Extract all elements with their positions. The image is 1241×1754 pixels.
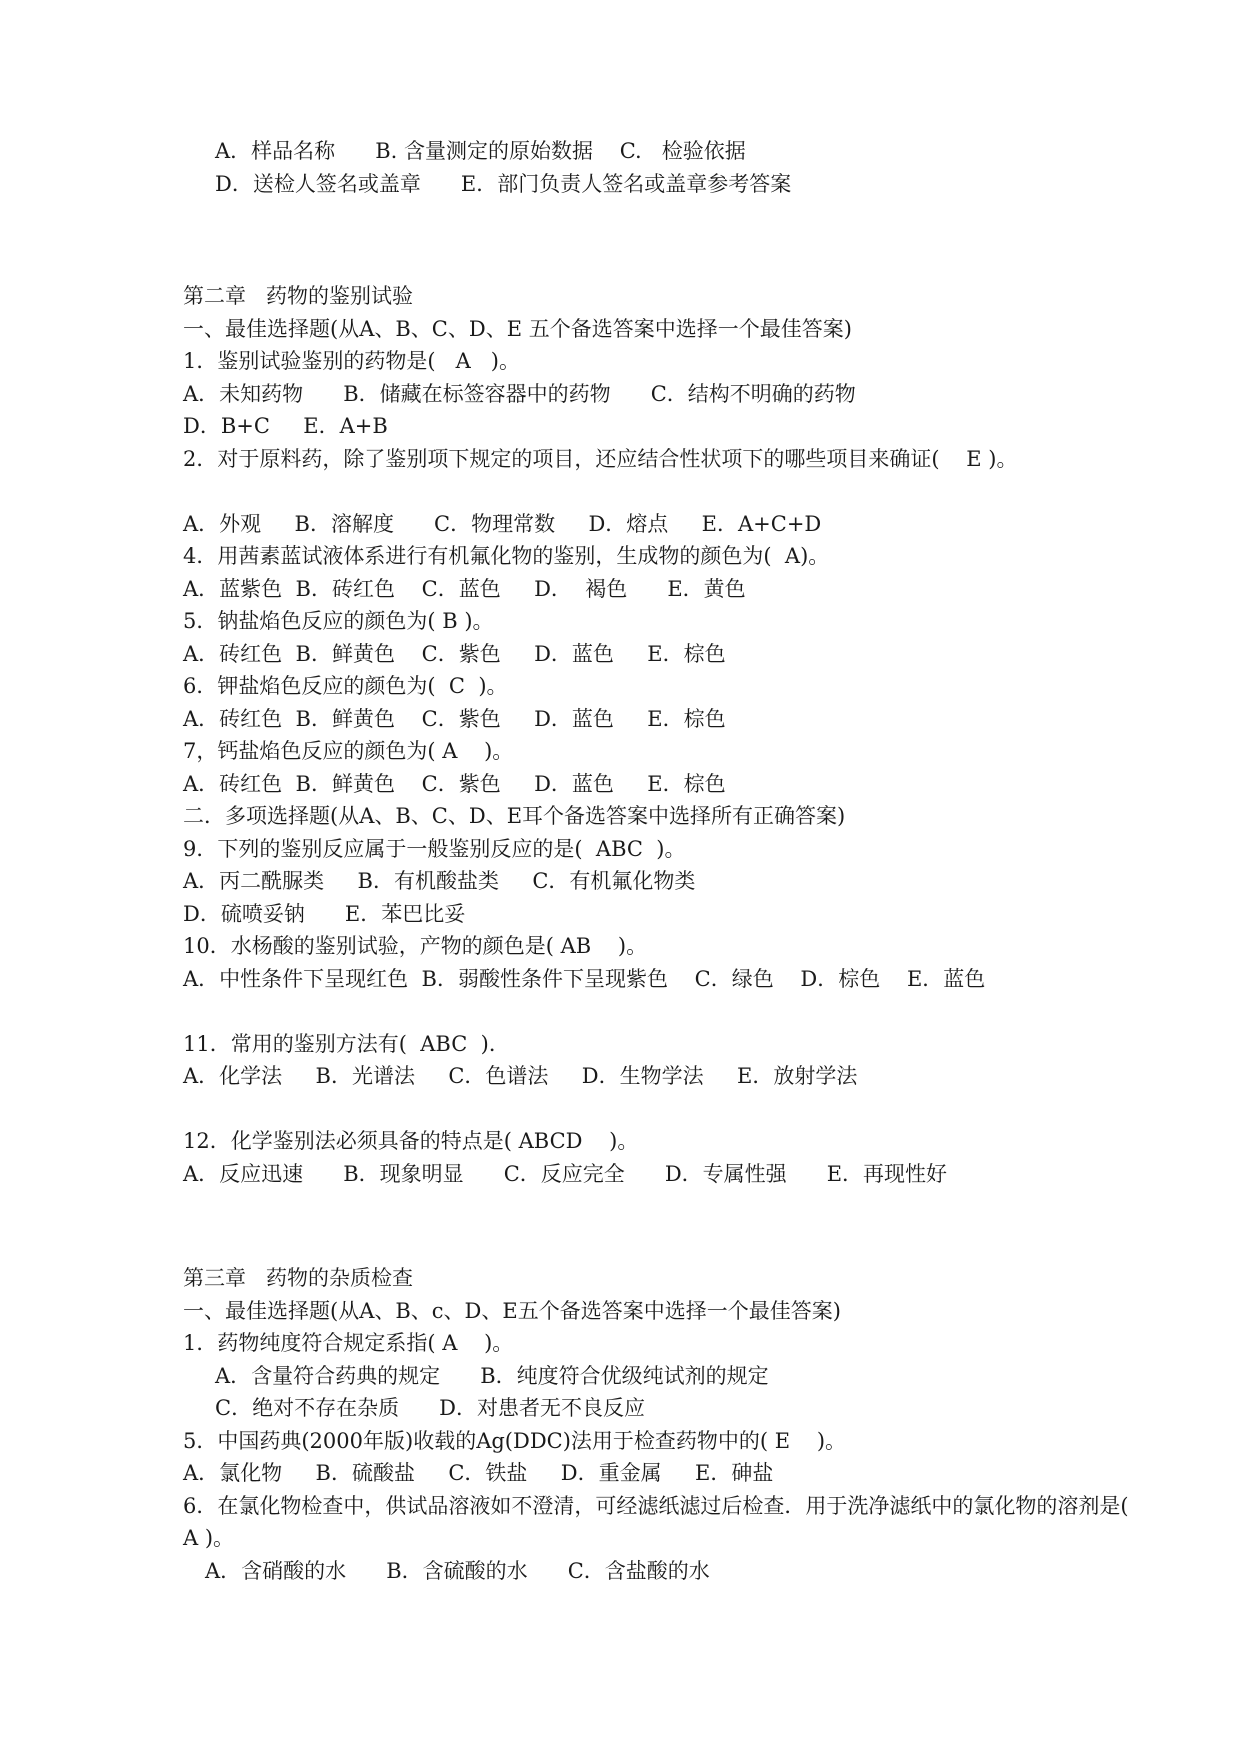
chapter2-block: [183, 280, 1131, 1190]
answer-options: A．砖红色 B．鲜黄色 C．紫色 D．蓝色 E．棕色: [183, 706, 726, 731]
question: 4．用茜素蓝试液体系进行有机氟化物的鉴别，生成物的颜色为( A)。: [183, 544, 830, 568]
spacer: [183, 1093, 1131, 1126]
chapter-title: 第三章 药物的杂质检查: [183, 1266, 414, 1290]
section-heading: 二．多项选择题(从A、B、C、D、E耳个备选答案中选择所有正确答案): [183, 804, 846, 828]
question: 9．下列的鉴别反应属于一般鉴别反应的是( ABC )。: [183, 836, 686, 861]
answer-options: A．反应迅速 B．现象明显 C．反应完全 D．专属性强 E．再现性好: [183, 1161, 948, 1186]
question: 1．药物纯度符合规定系指( A )。: [183, 1331, 514, 1355]
answer-options: C．绝对不存在杂质 D．对患者无不良反应: [215, 1396, 645, 1420]
question: 7，钙盐焰色反应的颜色为( A )。: [183, 739, 514, 763]
answer-options: A．含硝酸的水 B．含硫酸的水 C．含盐酸的水: [205, 1558, 710, 1583]
spacer: [183, 475, 1131, 508]
section-heading: 一、最佳选择题(从A、B、c、D、E五个备选答案中选择一个最佳答案): [183, 1298, 841, 1323]
question: 6．在氯化物检查中，供试品溶液如不澄清，可经滤纸滤过后检查．用于洗净滤纸中的氯化物的溶剂是( A )。: [183, 1493, 1149, 1550]
question: 5．钠盐焰色反应的颜色为( B )。: [183, 609, 494, 633]
answer-options: A．氯化物 B．硫酸盐 C．铁盐 D．重金属 E．砷盐: [183, 1461, 774, 1485]
answer-options: A．蓝紫色 B．砖红色 C．蓝色 D． 褐色 E．黄色: [183, 576, 746, 601]
question: 10．水杨酸的鉴别试验，产物的颜色是( AB )。: [183, 934, 648, 958]
option-line: A．样品名称 B. 含量测定的原始数据 C. 检验依据: [215, 139, 746, 163]
answer-options: D．B+C E．A+B: [183, 414, 388, 438]
answer-options: A．砖红色 B．鲜黄色 C．紫色 D．蓝色 E．棕色: [183, 771, 726, 796]
answer-options: A．丙二酰脲类 B．有机酸盐类 C．有机氟化物类: [183, 869, 696, 893]
question: 2．对于原料药，除了鉴别项下规定的项目，还应结合性状项下的哪些项目来确证( E )。: [183, 446, 1018, 471]
answer-options: D．硫喷妥钠 E．苯巴比妥: [183, 901, 466, 926]
question: 6．钾盐焰色反应的颜色为( C )。: [183, 674, 508, 698]
answer-options: A．化学法 B．光谱法 C．色谱法 D．生物学法 E．放射学法: [183, 1064, 858, 1088]
chapter-title: 第二章 药物的鉴别试验: [183, 284, 414, 308]
answer-options: A．外观 B．溶解度 C．物理常数 D．熔点 E．A+C+D: [183, 511, 822, 536]
question: 11．常用的鉴别方法有( ABC )．: [183, 1031, 510, 1056]
question: 12．化学鉴别法必须具备的特点是( ABCD )。: [183, 1129, 639, 1153]
question: 1．鉴别试验鉴别的药物是( A )。: [183, 349, 520, 373]
answer-options: A．未知药物 B．储藏在标签容器中的药物 C．结构不明确的药物: [183, 381, 856, 406]
question: 5．中国药典(2000年版)收载的Ag(DDC)法用于检查药物中的( E )。: [183, 1428, 847, 1453]
section-heading: 一、最佳选择题(从A、B、C、D、E 五个备选答案中选择一个最佳答案): [183, 316, 852, 341]
spacer: [183, 995, 1131, 1028]
answer-options: A．砖红色 B．鲜黄色 C．紫色 D．蓝色 E．棕色: [183, 641, 726, 666]
chapter3-block: [183, 1262, 1149, 1587]
top-options-block: [183, 135, 1131, 200]
option-line: D．送检人签名或盖章 E．部门负责人签名或盖章参考答案: [215, 171, 792, 196]
answer-options: A．中性条件下呈现红色 B．弱酸性条件下呈现紫色 C．绿色 D．棕色 E．蓝色: [183, 966, 986, 991]
answer-options: A．含量符合药典的规定 B．纯度符合优级纯试剂的规定: [215, 1363, 769, 1388]
